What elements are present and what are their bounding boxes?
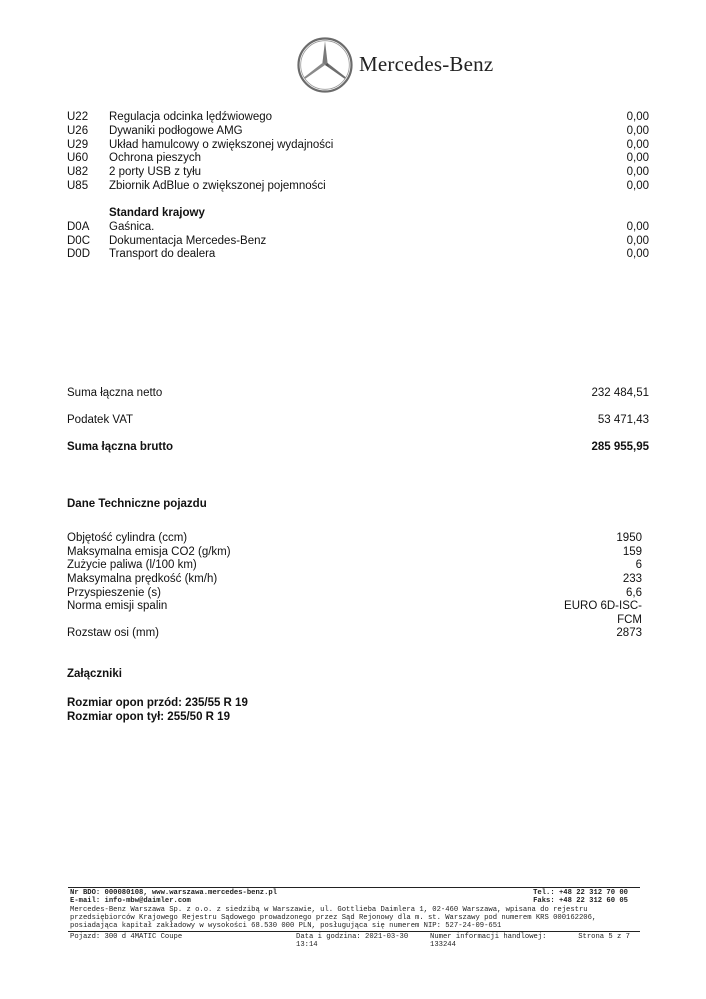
- footer-bdo: Nr BDO: 000080108, www.warszawa.mercedes-benz.pl: [70, 889, 278, 897]
- item-value: 0,00: [626, 125, 649, 137]
- tech-value-continued: FCM: [617, 614, 642, 626]
- list-item: [67, 151, 649, 165]
- item-code: D0A: [67, 221, 90, 233]
- footer-fax: Faks: +48 22 312 60 05: [533, 897, 628, 905]
- vat-label: Podatek VAT: [67, 414, 134, 426]
- item-code: U26: [67, 125, 89, 137]
- footer-time: 13:14: [296, 941, 318, 949]
- section-heading-standard: Standard krajowy: [109, 207, 205, 219]
- tech-label: Zużycie paliwa (l/100 km): [67, 559, 197, 571]
- list-item: [67, 179, 649, 193]
- footer-divider: [68, 887, 640, 888]
- item-value: 0,00: [626, 111, 649, 123]
- page-number: Strona 5 z 7: [578, 933, 630, 941]
- brand-name: Mercedes-Benz: [359, 52, 494, 76]
- list-item: [67, 138, 649, 152]
- item-code: U22: [67, 111, 89, 123]
- tech-label: Maksymalna emisja CO2 (g/km): [67, 546, 231, 558]
- tire-rear-size: Rozmiar opon tył: 255/50 R 19: [67, 711, 230, 723]
- tire-front-size: Rozmiar opon przód: 235/55 R 19: [67, 697, 248, 709]
- tech-row: [67, 599, 642, 627]
- item-description: Transport do dealera: [109, 248, 216, 260]
- list-item: [67, 220, 649, 234]
- item-value: 0,00: [626, 235, 649, 247]
- list-item: [67, 124, 649, 138]
- tech-label: Przyspieszenie (s): [67, 587, 161, 599]
- footer-divider: [68, 931, 640, 932]
- item-description: Układ hamulcowy o zwiększonej wydajności: [109, 139, 334, 151]
- footer-legal-line: posiadająca kapitał zakładowy w wysokości 68.530 000 PLN, posługująca się numerem NIP: 527-24-09-651: [70, 922, 502, 930]
- list-item: [67, 110, 649, 124]
- tech-value: EURO 6D-ISC-: [564, 600, 642, 612]
- tech-label: Norma emisji spalin: [67, 600, 168, 612]
- footer-legal-line: przedsiębiorców Krajowego Rejestru Sądowego prowadzonego przez Sąd Rejonowy dla m. st. Warszawy pod numerem KRS 000162206,: [70, 914, 597, 922]
- item-description: Zbiornik AdBlue o zwiększonej pojemności: [109, 180, 326, 192]
- footer-email: E-mail: info-mbw@daimler.com: [70, 897, 191, 905]
- item-code: U85: [67, 180, 89, 192]
- item-value: 0,00: [626, 221, 649, 233]
- tech-label: Rozstaw osi (mm): [67, 627, 160, 639]
- mercedes-benz-logo: [296, 36, 506, 94]
- item-value: 0,00: [626, 139, 649, 151]
- list-item: [67, 234, 649, 248]
- tech-heading: Dane Techniczne pojazdu: [67, 498, 207, 510]
- item-value: 0,00: [626, 152, 649, 164]
- gross-total-value: 285 955,95: [591, 441, 649, 453]
- item-value: 0,00: [626, 180, 649, 192]
- tech-value: 6,6: [626, 587, 642, 599]
- list-item: [67, 247, 649, 261]
- tech-value: 1950: [616, 532, 642, 544]
- tech-value: 6: [635, 559, 642, 571]
- document-footer: [68, 887, 640, 949]
- tech-value: 159: [622, 546, 642, 558]
- footer-phone: Tel.: +48 22 312 70 00: [533, 889, 628, 897]
- tech-label: Objętość cylindra (ccm): [67, 532, 188, 544]
- item-value: 0,00: [626, 248, 649, 260]
- tech-value: 233: [622, 573, 642, 585]
- item-code: U29: [67, 139, 89, 151]
- net-total-label: Suma łączna netto: [67, 387, 163, 399]
- footer-date: Data i godzina: 2021-03-30: [296, 933, 409, 941]
- footer-legal-line: Mercedes-Benz Warszawa Sp. z o.o. z siedzibą w Warszawie, ul. Gottlieba Daimlera 1, 02-460 Warszawa, wpisana do rejestru: [70, 906, 588, 914]
- item-code: U82: [67, 166, 89, 178]
- footer-info-label: Numer informacji handlowej:: [430, 933, 547, 941]
- item-code: U60: [67, 152, 89, 164]
- net-total-value: 232 484,51: [591, 387, 649, 399]
- footer-info-value: 133244: [430, 941, 456, 949]
- attachments-heading: Załączniki: [67, 668, 122, 680]
- tech-value: 2873: [616, 627, 642, 639]
- item-description: Ochrona pieszych: [109, 152, 202, 164]
- tech-label: Maksymalna prędkość (km/h): [67, 573, 218, 585]
- item-code: D0D: [67, 248, 91, 260]
- item-description: Gaśnica.: [109, 221, 155, 233]
- list-item: [67, 165, 649, 179]
- vat-value: 53 471,43: [597, 414, 649, 426]
- item-description: Dokumentacja Mercedes-Benz: [109, 235, 267, 247]
- gross-total-label: Suma łączna brutto: [67, 441, 174, 453]
- footer-vehicle: Pojazd: 300 d 4MATIC Coupe: [70, 933, 183, 941]
- item-description: Regulacja odcinka lędźwiowego: [109, 111, 273, 123]
- item-description: 2 porty USB z tyłu: [109, 166, 202, 178]
- mercedes-star-icon: [296, 36, 354, 94]
- item-value: 0,00: [626, 166, 649, 178]
- item-code: D0C: [67, 235, 91, 247]
- item-description: Dywaniki podłogowe AMG: [109, 125, 243, 137]
